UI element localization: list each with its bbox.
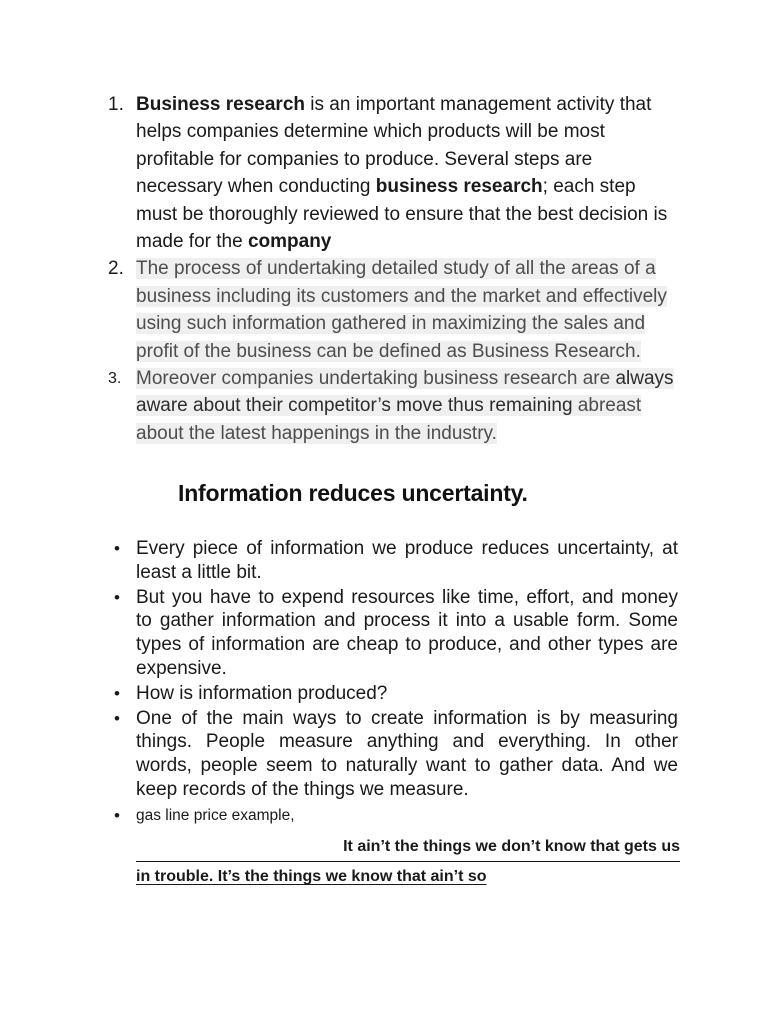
highlighted-text: always aware about their competitor’s move thus remaining bbox=[136, 368, 674, 417]
bold-term: business research bbox=[375, 176, 543, 198]
paragraph-text: ; each step must be thoroughly reviewed to ensure that the best decision is made for the bbox=[136, 176, 668, 253]
bold-term: Business research bbox=[136, 94, 305, 115]
bullet-icon: • bbox=[114, 587, 120, 607]
bullet-item bbox=[110, 804, 678, 828]
quote-line-2: in trouble. It’s the things we know that ain’t so bbox=[136, 868, 487, 885]
bullet-item bbox=[110, 682, 678, 706]
highlighted-text: abreast about the latest happenings in the industry. bbox=[136, 395, 642, 444]
bullet-item bbox=[110, 586, 678, 681]
list-item-1 bbox=[104, 91, 680, 255]
paragraph-text: is an important management activity that helps companies determine which products will be most profitable for companies to produce. Several steps are necessary when conducting bbox=[136, 94, 652, 198]
bullet-icon: • bbox=[114, 539, 120, 558]
bullet-list bbox=[110, 537, 678, 829]
bullet-text: One of the main ways to create information is by measuring things. People measure anything and everything. In other words, people seem to naturally want to gather data. And we keep records of the things we measure. bbox=[136, 707, 678, 800]
list-marker: 1. bbox=[108, 94, 124, 115]
bullet-icon: • bbox=[114, 708, 120, 728]
bullet-icon: • bbox=[114, 805, 120, 825]
numbered-list bbox=[104, 91, 680, 447]
list-item-2 bbox=[104, 255, 680, 365]
bullet-text: But you have to expend resources like time, effort, and money to gather information and process it into a usable form. Some types of information are cheap to produce, and other types are expensive. bbox=[136, 586, 678, 679]
section-heading: Information reduces uncertainty. bbox=[178, 480, 528, 506]
bold-term: company bbox=[247, 231, 332, 253]
list-item-3 bbox=[104, 365, 680, 447]
bullet-item bbox=[110, 707, 678, 802]
bullet-text: How is information produced? bbox=[136, 682, 388, 704]
quote-line-1: It ain’t the things we don’t know that gets us bbox=[136, 832, 680, 862]
bullet-item bbox=[110, 537, 678, 585]
bullet-text: gas line price example, bbox=[136, 806, 295, 824]
list-marker: 3. bbox=[108, 370, 122, 388]
bullet-icon: • bbox=[114, 683, 120, 703]
list-marker: 2. bbox=[108, 258, 124, 280]
bullet-text: Every piece of information we produce reduces uncertainty, at least a little bit. bbox=[136, 538, 678, 583]
highlighted-text: The process of undertaking detailed study of all the areas of a business including its customers and the market and effectively using such information gathered in maximizing the sales and profit of the business can be defined as Business Research. bbox=[136, 258, 667, 362]
quote-block bbox=[136, 832, 680, 891]
highlighted-text: Moreover companies undertaking business research are bbox=[136, 368, 616, 390]
